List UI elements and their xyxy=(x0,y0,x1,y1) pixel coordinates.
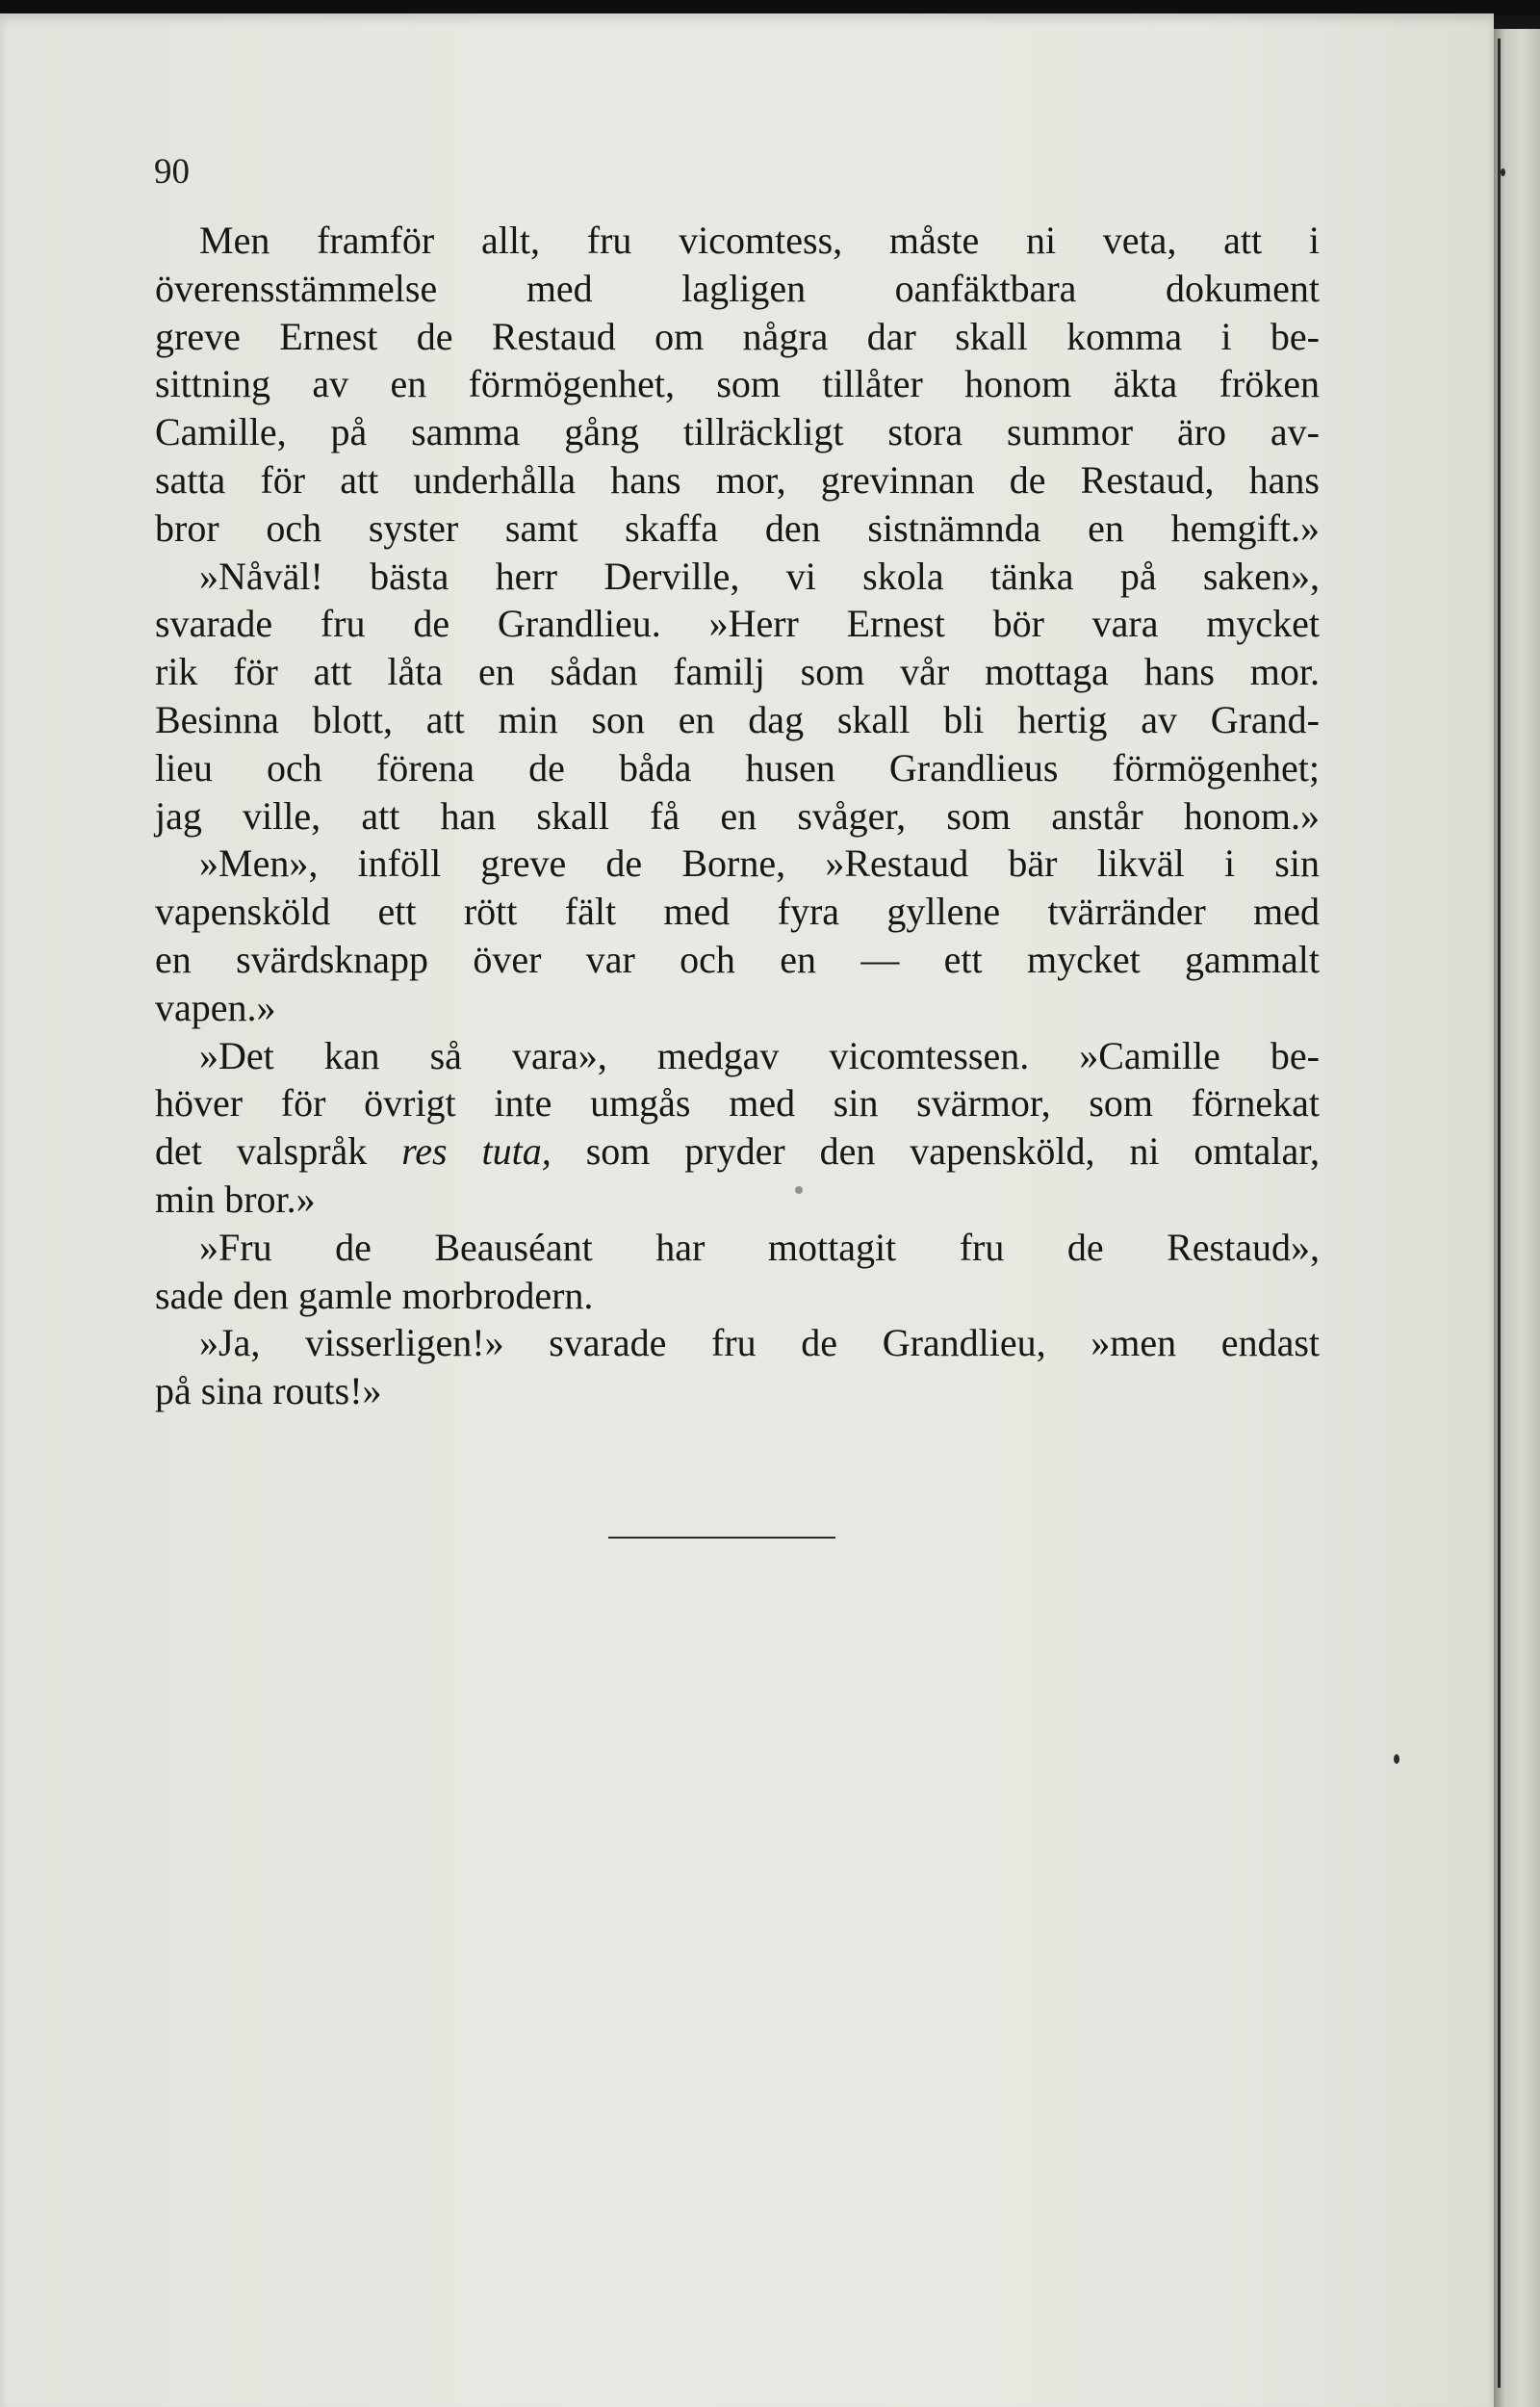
text-line: Besinna blott, att min son en dag skall bli hertig av Grand- xyxy=(155,697,1320,741)
page-number: 90 xyxy=(154,152,190,192)
paragraph xyxy=(155,1224,1320,1320)
text-line: »Det kan så vara», medgav vicomtessen. »Camille be- xyxy=(199,1033,1320,1077)
text-fragment: det valspråk xyxy=(155,1129,402,1174)
paragraph xyxy=(155,553,1320,841)
paragraph xyxy=(155,217,1320,553)
text-line: vapen.» xyxy=(155,985,276,1029)
page-body-text xyxy=(155,217,1320,1415)
text-fragment: som pryder den vapensköld, ni omtalar, xyxy=(551,1129,1320,1174)
text-line: Camille, på samma gång tillräckligt stora summor äro av- xyxy=(155,410,1320,454)
text-line xyxy=(155,1127,1320,1176)
italic-phrase: res tuta, xyxy=(401,1129,552,1174)
text-line: »Men», inföll greve de Borne, »Restaud bär likväl i sin xyxy=(199,841,1320,886)
text-line: jag ville, att han skall få en svåger, som anstår honom.» xyxy=(155,793,1320,838)
text-line: satta för att underhålla hans mor, grevinnan de Restaud, hans xyxy=(155,457,1320,502)
paragraph xyxy=(155,840,1320,1031)
text-line: svarade fru de Grandlieu. »Herr Ernest bör vara mycket xyxy=(155,602,1320,646)
page-edge xyxy=(1494,29,1540,2407)
text-line: min bror.» xyxy=(155,1177,316,1221)
text-line: en svärdsknapp över var och en — ett mycket gammalt xyxy=(155,937,1320,981)
text-line: överensstämmelse med lagligen oanfäktbara dokument xyxy=(155,266,1320,310)
text-line: sittning av en förmögenhet, som tillåter honom äkta fröken xyxy=(155,362,1320,406)
text-line: »Fru de Beauséant har mottagit fru de Restaud», xyxy=(199,1225,1320,1269)
paper-speck xyxy=(1394,1754,1399,1764)
page-edge-line xyxy=(1498,39,1501,2388)
text-line: lieu och förena de båda husen Grandlieus förmögenhet; xyxy=(155,745,1320,789)
text-line: »Nåväl! bästa herr Derville, vi skola tänka på saken», xyxy=(199,554,1320,598)
text-line: på sina routs!» xyxy=(155,1369,382,1413)
section-end-rule xyxy=(608,1537,835,1539)
paper-speck xyxy=(1501,168,1505,176)
text-line: greve Ernest de Restaud om några dar skall komma i be- xyxy=(155,314,1320,358)
paper-speck xyxy=(795,1186,803,1194)
text-line: sade den gamle morbrodern. xyxy=(155,1273,594,1317)
text-line: vapensköld ett rött fält med fyra gyllene tvärränder med xyxy=(155,890,1320,934)
paragraph xyxy=(155,1032,1320,1224)
paragraph xyxy=(155,1319,1320,1415)
text-line: bror och syster samt skaffa den sistnämnda en hemgift.» xyxy=(155,505,1320,550)
text-line: rik för att låta en sådan familj som vår mottaga hans mor. xyxy=(155,650,1320,694)
text-line: »Ja, visserligen!» svarade fru de Grandlieu, »men endast xyxy=(199,1321,1320,1365)
text-line: höver för övrigt inte umgås med sin svärmor, som förnekat xyxy=(155,1081,1320,1126)
text-line: Men framför allt, fru vicomtess, måste ni veta, att i xyxy=(199,219,1320,262)
